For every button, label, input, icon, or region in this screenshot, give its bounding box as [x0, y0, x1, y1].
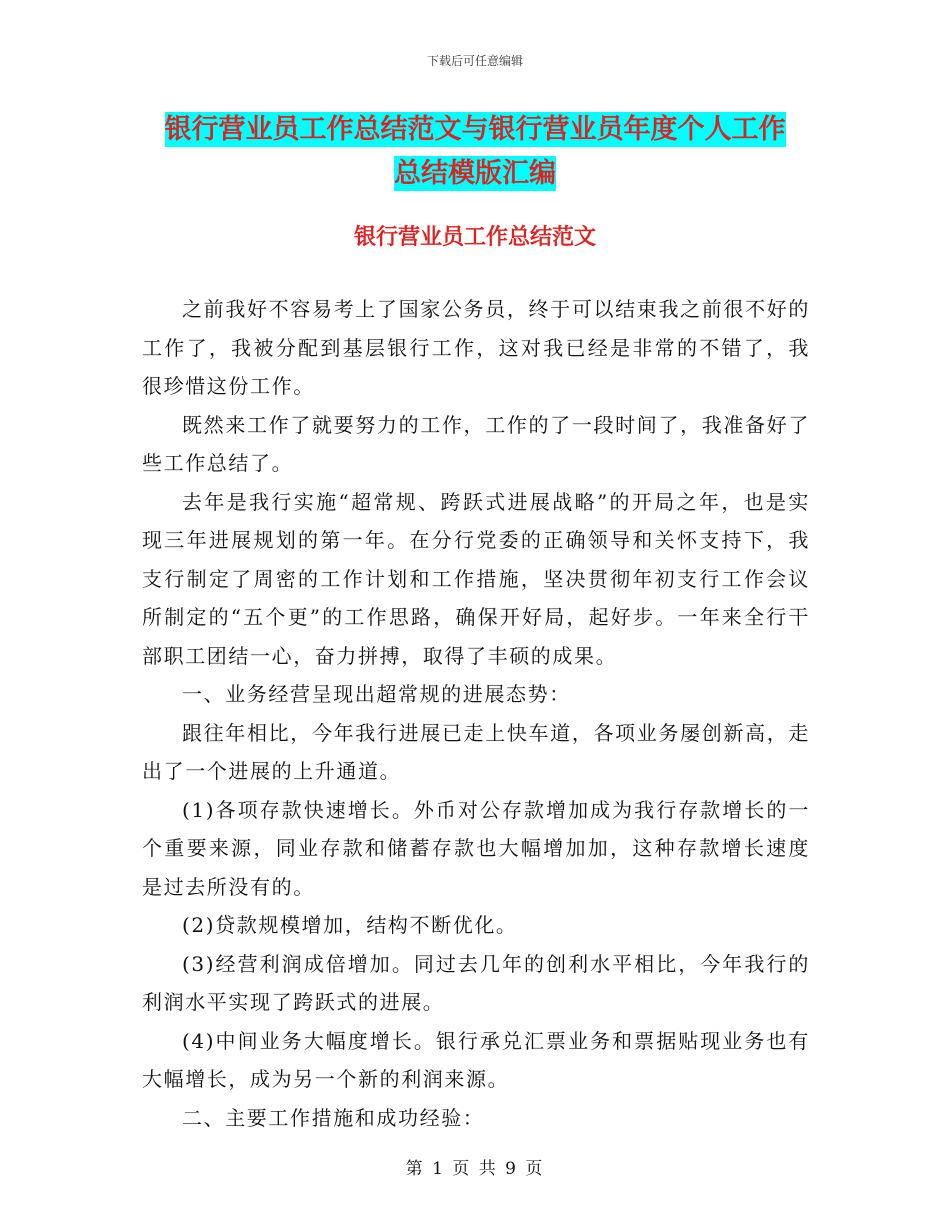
- paragraph: 之前我好不容易考上了国家公务员，终于可以结束我之前很不好的工作了，我被分配到基层银行工作，这对我已经是非常的不错了，我很珍惜这份工作。: [142, 297, 810, 398]
- paragraph: 二、主要工作措施和成功经验：: [182, 1105, 485, 1130]
- header-note: 下载后可任意编辑: [426, 54, 523, 68]
- paragraph: (2)贷款规模增加，结构不断优化。: [182, 913, 518, 937]
- paragraph: 去年是我行实施“超常规、跨跃式进展战略”的开局之年，也是实现三年进展规划的第一年。在分行党委的正确领导和关怀支持下，我支行制定了周密的工作计划和工作措施，坚决贯彻年初支行工作会议所制定的“五个更”的工作思路，确保开好局，起好步。一年来全行干部职工团结一心，奋力拼搏，取得了丰硕的成果。: [142, 489, 810, 668]
- section-title: 银行营业员工作总结范文: [353, 225, 596, 250]
- paragraph: (4)中间业务大幅度增长。银行承兑汇票业务和票据贴现业务也有大幅增长，成为另一个新的利润来源。: [142, 1028, 810, 1091]
- body-text: [142, 290, 810, 1137]
- paragraph: (3)经营利润成倍增加。同过去几年的创利水平相比，今年我行的利润水平实现了跨跃式的进展。: [142, 951, 810, 1014]
- paragraph: 一、业务经营呈现出超常规的进展态势：: [182, 682, 571, 706]
- page-footer: 第 1 页 共 9 页: [405, 1159, 545, 1179]
- document-title-line-1: 银行营业员工作总结范文与银行营业员年度个人工作: [164, 114, 786, 145]
- paragraph: 跟往年相比，今年我行进展已走上快车道，各项业务屡创新高，走出了一个进展的上升通道。: [142, 720, 810, 783]
- document-title: [140, 108, 810, 196]
- document-title-line-2: 总结模版汇编: [394, 158, 556, 189]
- paragraph: 既然来工作了就要努力的工作，工作的了一段时间了，我准备好了些工作总结了。: [142, 412, 810, 475]
- paragraph: (1)各项存款快速增长。外币对公存款增加成为我行存款增长的一个重要来源，同业存款和储蓄存款也大幅增加加，这种存款增长速度是过去所没有的。: [142, 797, 810, 899]
